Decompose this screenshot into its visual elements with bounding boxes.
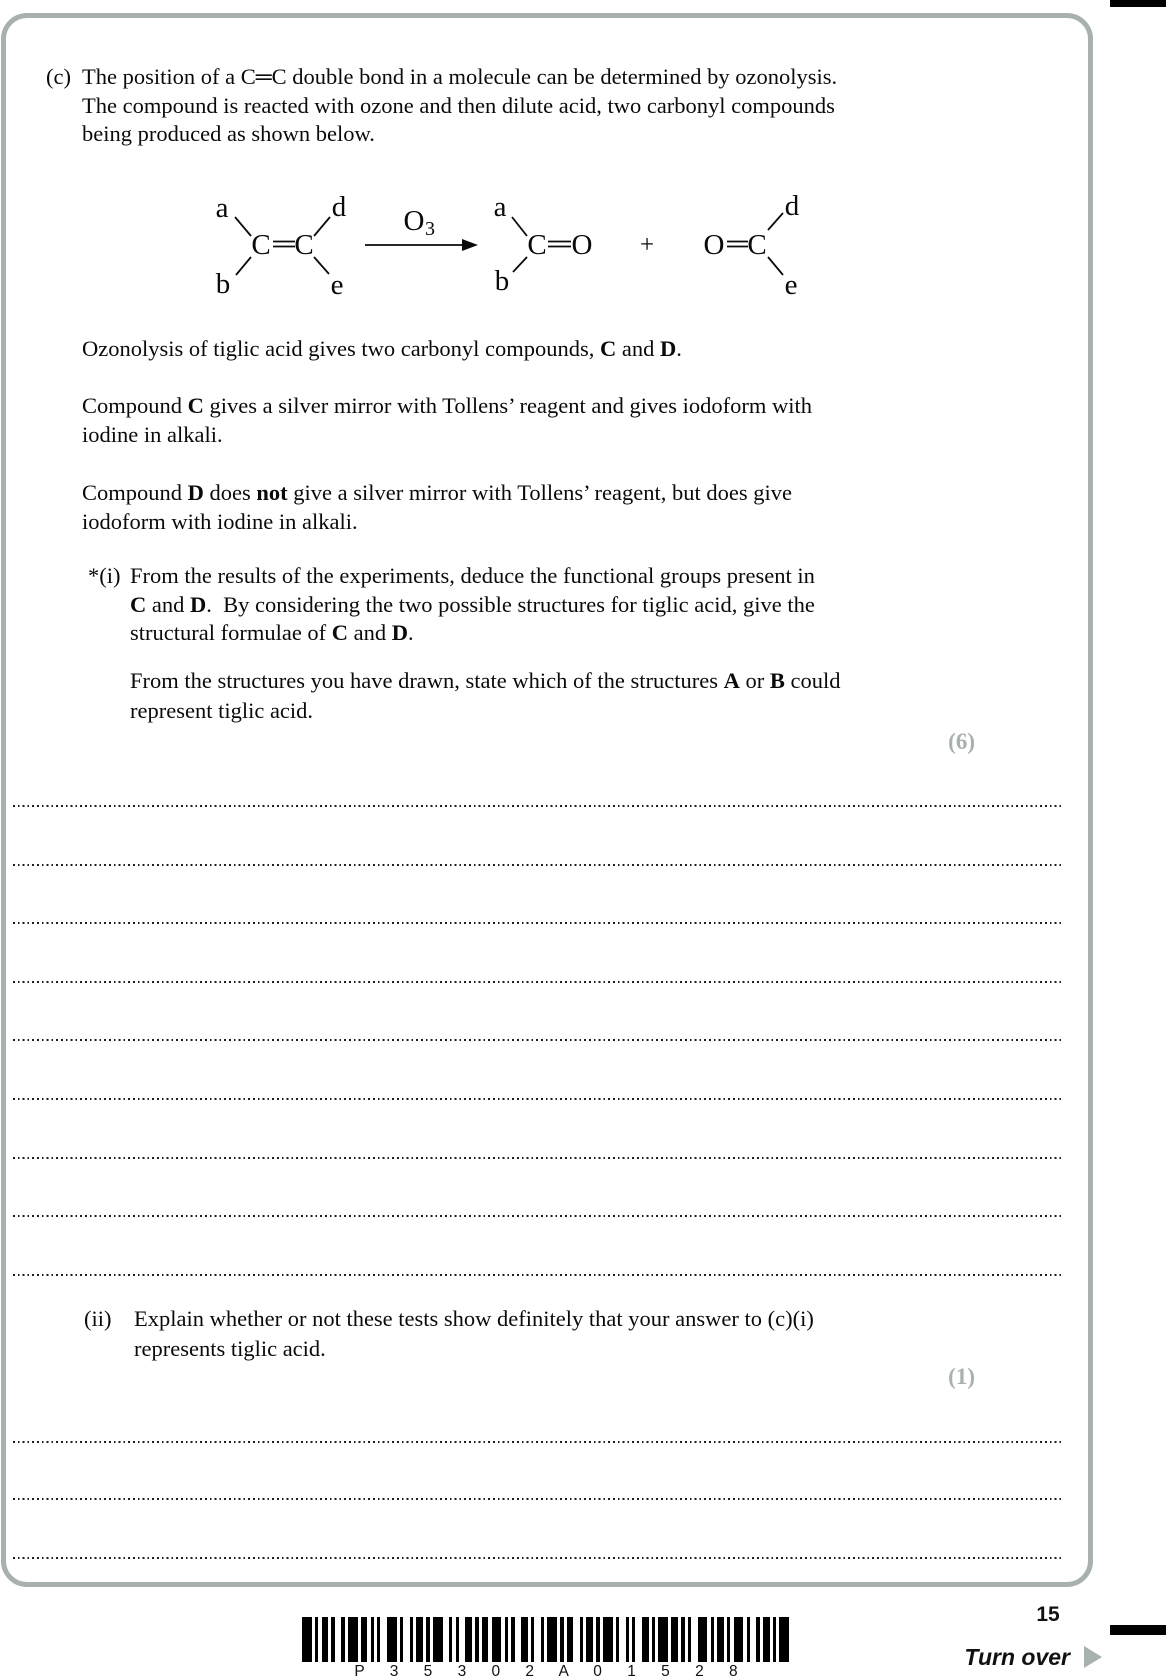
turn-over-label: Turn over xyxy=(964,1643,1070,1670)
ozonolysis-diagram xyxy=(180,185,820,300)
text-line: Compound D does not give a silver mirror with Tollens’ reagent, but does give xyxy=(82,480,792,505)
ozone-label: O xyxy=(403,205,425,237)
answer-line xyxy=(13,1274,1063,1276)
text-line: The position of a C═C double bond in a molecule can be determined by ozonolysis. xyxy=(82,64,838,89)
answer-line xyxy=(13,981,1063,983)
oxygen-atom: O xyxy=(571,229,593,261)
text-line: Explain whether or not these tests show definitely that your answer to (c)(i) xyxy=(134,1306,814,1331)
text-line: iodine in alkali. xyxy=(82,421,223,447)
page-number: 15 xyxy=(1036,1603,1060,1626)
barcode-label: P 3 5 3 0 2 A 0 1 5 2 8 xyxy=(354,1663,738,1679)
part-i-text xyxy=(130,562,815,648)
part-ii-label: (ii) xyxy=(84,1306,112,1331)
single-bond xyxy=(512,217,527,236)
substituent-b-label: b xyxy=(494,265,510,297)
answer-line xyxy=(13,1557,1063,1559)
part-c-label: (c) xyxy=(46,64,71,89)
compound-d-paragraph xyxy=(82,479,792,536)
plus-sign: + xyxy=(639,231,655,259)
text-line: represents tiglic acid. xyxy=(134,1336,326,1361)
text-line: being produced as shown below. xyxy=(82,121,375,146)
single-bond xyxy=(235,217,251,236)
text-line: C and D. By considering the two possible structures for tiglic acid, give the xyxy=(130,591,815,617)
ozone-subscript: 3 xyxy=(425,218,435,240)
compound-c-paragraph xyxy=(82,392,812,449)
substituent-e-label: e xyxy=(330,269,344,300)
answer-line xyxy=(13,805,1063,807)
oxygen-atom: O xyxy=(703,229,725,261)
reaction-arrow-head xyxy=(462,239,478,251)
ozonolysis-paragraph xyxy=(82,335,682,364)
answer-line xyxy=(13,1441,1063,1443)
turn-over-arrow-icon xyxy=(1084,1646,1102,1668)
text-line: From the results of the experiments, deduce the functional groups present in xyxy=(130,563,815,588)
part-i-label: *(i) xyxy=(88,563,121,588)
single-bond xyxy=(768,257,783,275)
marks-badge-part-ii: (1) xyxy=(948,1364,975,1389)
barcode xyxy=(302,1617,790,1679)
answer-line xyxy=(13,1498,1063,1500)
binding-mark-top xyxy=(1110,0,1166,7)
text-line: From the structures you have drawn, state which of the structures A or B could xyxy=(130,668,841,693)
carbon-atom: C xyxy=(294,229,314,261)
barcode-bars xyxy=(302,1617,790,1662)
turn-over xyxy=(880,1644,1102,1670)
answer-line xyxy=(13,1039,1063,1041)
part-c-intro xyxy=(82,63,837,149)
text-line: iodoform with iodine in alkali. xyxy=(82,508,358,534)
text-line: structural formulae of C and D. xyxy=(130,620,414,645)
single-bond xyxy=(513,257,527,272)
binding-mark-bottom xyxy=(1110,1625,1166,1635)
carbon-atom: C xyxy=(527,229,547,261)
substituent-e-label: e xyxy=(784,269,798,300)
substituent-d-label: d xyxy=(331,191,347,223)
answer-line xyxy=(13,922,1063,924)
substituent-d-label: d xyxy=(784,190,800,222)
text-line: Compound C gives a silver mirror with Tollens’ reagent and gives iodoform with xyxy=(82,393,812,418)
text-line: The compound is reacted with ozone and then dilute acid, two carbonyl compounds xyxy=(82,92,835,118)
text-line: Ozonolysis of tiglic acid gives two carbonyl compounds, C and D. xyxy=(82,336,682,361)
single-bond xyxy=(768,213,783,230)
single-bond xyxy=(314,257,329,274)
carbon-atom: C xyxy=(747,229,767,261)
answer-line xyxy=(13,1215,1063,1217)
substituent-a-label: a xyxy=(493,191,507,223)
answer-line xyxy=(13,1157,1063,1159)
substituent-b-label: b xyxy=(215,268,231,300)
part-i-text-2 xyxy=(130,666,840,725)
carbon-atom: C xyxy=(251,229,271,261)
marks-badge-part-i: (6) xyxy=(948,729,975,754)
single-bond xyxy=(236,257,251,275)
substituent-a-label: a xyxy=(215,192,229,224)
single-bond xyxy=(314,217,330,236)
part-ii-text xyxy=(134,1304,814,1364)
answer-line xyxy=(13,1098,1063,1100)
answer-line xyxy=(13,864,1063,866)
text-line: represent tiglic acid. xyxy=(130,697,314,723)
